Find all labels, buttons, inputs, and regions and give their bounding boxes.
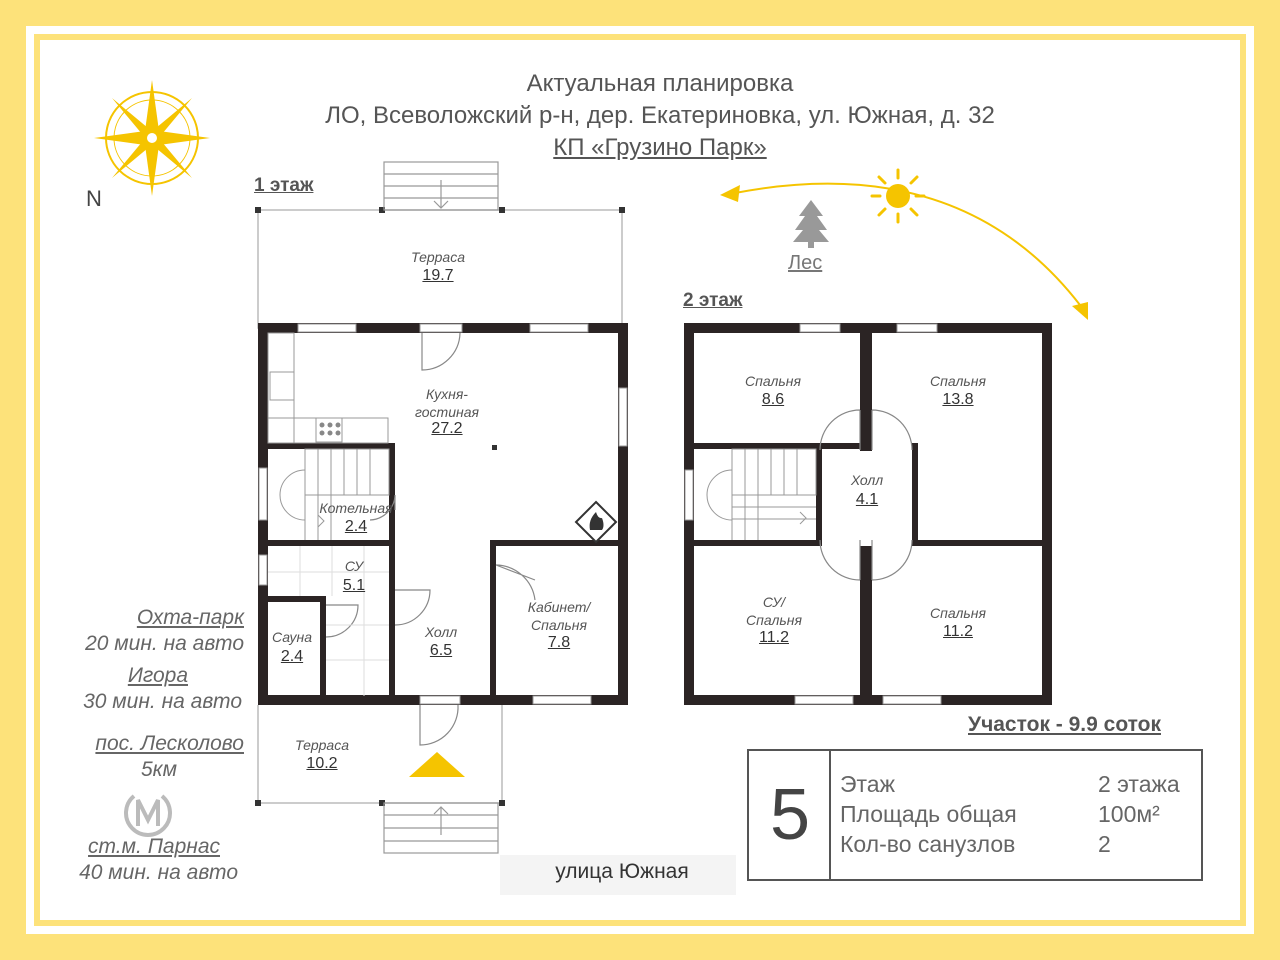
info-area-value: 100м² (1098, 801, 1160, 827)
room-area-hall1: 6.5 (429, 642, 453, 659)
room-area-bedroom-tl: 8.6 (761, 391, 785, 408)
room-name-sauna: Сауна (271, 629, 313, 645)
metro-icon (126, 796, 170, 835)
room-name-bathroom: СУ (344, 558, 364, 574)
room-area-bedroom-br: 11.2 (943, 623, 973, 640)
plot-label: Участок - 9.9 соток (968, 713, 1161, 736)
room-area-bath-bedroom: 11.2 (759, 629, 789, 646)
location-detail-igora: 30 мин. на авто (83, 690, 242, 713)
room-name-office: Кабинет/ Спальня (527, 599, 591, 633)
sun-icon (872, 170, 924, 222)
floor1-label: 1 этаж (254, 175, 314, 196)
header-line2: ЛО, Всеволожский р-н, дер. Екатериновка, ул. Южная, д. 32 (325, 102, 995, 129)
location-name-leskolovo: пос. Лесколово (95, 732, 244, 755)
compass-icon (94, 80, 210, 196)
arc-arrow-left-icon (720, 185, 740, 202)
room-name-terrace-top: Терраса (410, 249, 466, 265)
room-name-bedroom-br: Спальня (930, 605, 986, 621)
street-label: улица Южная (555, 860, 689, 883)
room-name-bath-bedroom: СУ/ Спальня (746, 594, 802, 628)
header-line3: КП «Грузино Парк» (553, 134, 767, 161)
location-detail-ohta: 20 мин. на авто (85, 632, 244, 655)
room-area-office: 7.8 (547, 634, 571, 651)
location-detail-parnas: 40 мин. на авто (79, 861, 238, 884)
location-name-ohta: Охта-парк (136, 606, 244, 629)
fireplace-icon (576, 502, 616, 542)
room-name-bedroom-tl: Спальня (745, 373, 801, 389)
room-area-sauna: 2.4 (280, 648, 304, 665)
location-detail-leskolovo: 5км (141, 758, 177, 781)
info-bathrooms-label: Кол-во санузлов (840, 831, 1016, 857)
room-area-boiler: 2.4 (344, 518, 368, 535)
forest-label: Лес (788, 252, 823, 274)
info-floors-value: 2 этажа (1098, 771, 1180, 797)
room-name-kitchen: Кухня- гостиная (415, 386, 479, 420)
header-line1: Актуальная планировка (526, 70, 794, 97)
info-bathrooms-value: 2 (1098, 831, 1111, 857)
info-floors-label: Этаж (840, 771, 895, 797)
compass-label: N (86, 186, 102, 211)
room-area-kitchen: 27.2 (431, 420, 463, 437)
tree-icon (793, 200, 829, 248)
location-name-igora: Игора (127, 664, 188, 687)
info-area-label: Площадь общая (840, 801, 1017, 827)
house-number: 5 (769, 775, 811, 855)
room-area-bathroom: 5.1 (342, 577, 366, 594)
location-name-parnas: ст.м. Парнас (88, 835, 220, 858)
room-area-terrace-top: 19.7 (422, 267, 454, 284)
room-name-hall2: Холл (850, 472, 884, 488)
room-name-hall1: Холл (424, 624, 458, 640)
arc-arrow-right-icon (1072, 302, 1088, 320)
room-area-terrace-bottom: 10.2 (306, 755, 338, 772)
room-name-terrace-bottom: Терраса (294, 737, 350, 753)
room-area-bedroom-tr: 13.8 (942, 391, 974, 408)
room-name-bedroom-tr: Спальня (930, 373, 986, 389)
floor2-label: 2 этаж (683, 290, 743, 311)
room-name-boiler: Котельная (319, 500, 393, 516)
entrance-marker-icon (409, 752, 465, 777)
room-area-hall2: 4.1 (855, 491, 879, 508)
